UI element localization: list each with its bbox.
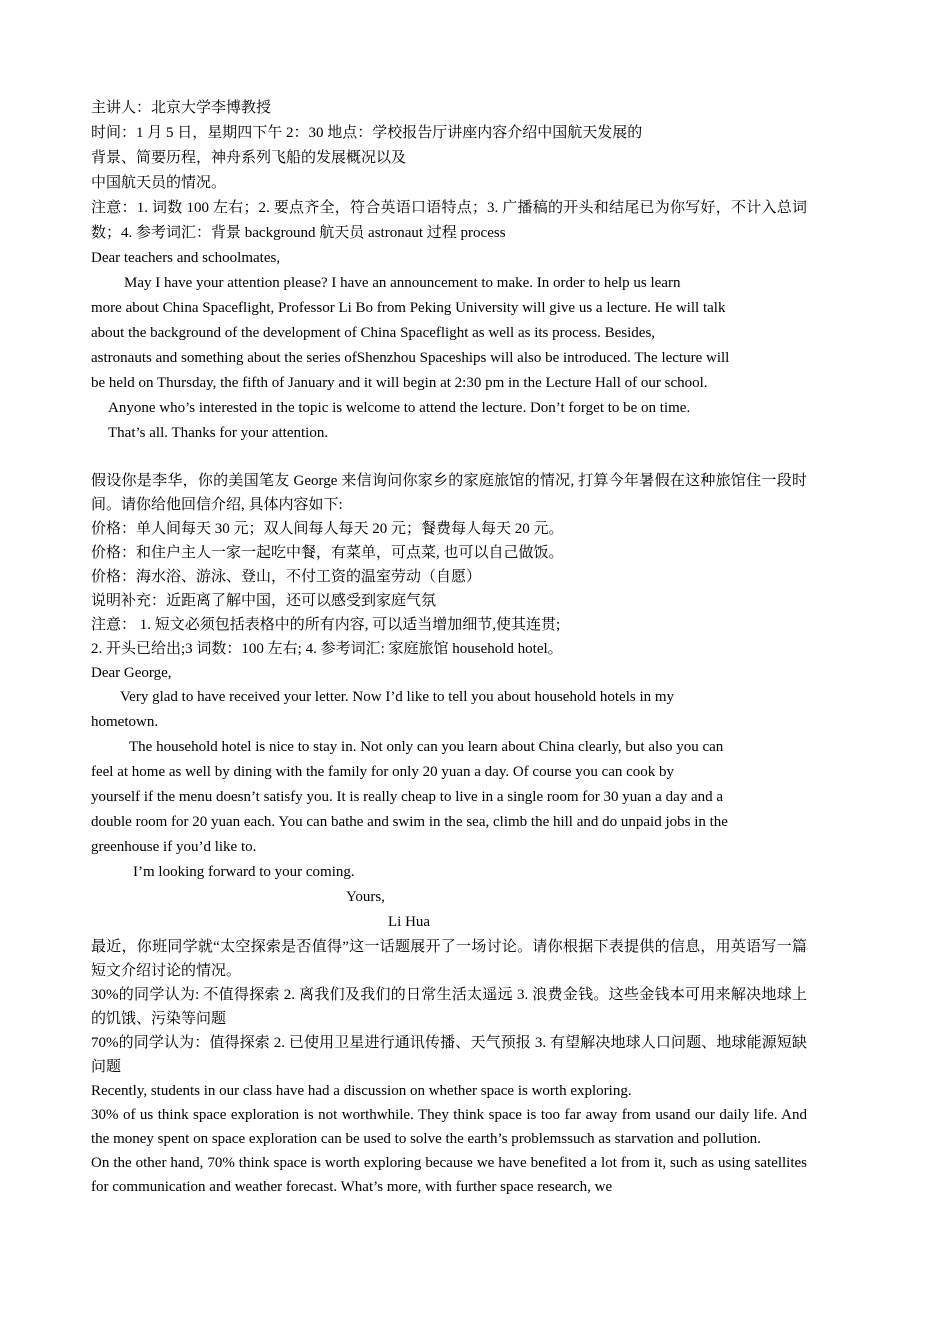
sign-off: Yours, [346, 889, 385, 905]
letter-line: hometown. [91, 714, 159, 730]
letter-line: I’m looking forward to your coming. [133, 864, 355, 880]
body-line: astronauts and something about the series ofShenzhou Spaceships will also be introduced. The lecture will [91, 350, 730, 366]
space-prompt: 最近，你班同学就“太空探索是否值得”这一话题展开了一场讨论。请你根据下表提供的信息，用英语写一篇短文介绍讨论的情况。 [91, 939, 807, 979]
section-gap [91, 446, 807, 469]
note-line: 2. 开头已给出;3 词数：100 左右; 4. 参考词汇: 家庭旅馆 household hotel。 [91, 641, 563, 657]
closing-line: Anyone who’s interested in the topic is welcome to attend the lecture. Don’t forget to be on time. [108, 400, 691, 416]
letter-line: feel at home as well by dining with the family for only 20 yuan a day. Of course you can cook by [91, 764, 675, 780]
price-line: 价格：海水浴、游泳、登山，不付工资的温室劳动（自愿） [91, 569, 482, 585]
salutation: Dear George, [91, 665, 172, 681]
view-30-percent: 30%的同学认为: 不值得探索 2. 离我们及我们的日常生活太遥远 3. 浪费金钱。这些金钱本可用来解决地球上的饥饿、污染等问题 [91, 987, 807, 1027]
essay-paragraph: 30% of us think space exploration is not worthwhile. They think space is too far away from usand our daily life. And the money spent on space exploration can be used to solve the earth’s problemssuch as starvation and pollution. [91, 1107, 807, 1147]
price-line: 价格：和住户主人一家一起吃中餐，有菜单，可点菜, 也可以自己做饭。 [91, 545, 564, 561]
supplement-line: 说明补充：近距离了解中国，还可以感受到家庭气氛 [91, 593, 437, 609]
content-line: 背景、简要历程，神舟系列飞船的发展概况以及 [91, 150, 407, 166]
content-line: 中国航天员的情况。 [91, 175, 227, 191]
body-line: more about China Spaceflight, Professor Li Bo from Peking University will give us a lecture. He will talk [91, 300, 726, 316]
letter-line: The household hotel is nice to stay in. Not only can you learn about China clearly, but also you can [129, 739, 724, 755]
speaker-line: 主讲人：北京大学李博教授 [91, 100, 272, 116]
letter-line: yourself if the menu doesn’t satisfy you. It is really cheap to live in a single room for 30 yuan a day and a [91, 789, 724, 805]
essay-line: Recently, students in our class have had a discussion on whether space is worth exploring. [91, 1083, 632, 1099]
letter-line: double room for 20 yuan each. You can bathe and swim in the sea, climb the hill and do unpaid jobs in the [91, 814, 728, 830]
letter-line: Very glad to have received your letter. Now I’d like to tell you about household hotels in my [120, 689, 675, 705]
salutation: Dear teachers and schoolmates, [91, 250, 281, 266]
hotel-prompt: 假设你是李华，你的美国笔友 George 来信询问你家乡的家庭旅馆的情况, 打算今年暑假在这种旅馆住一段时间。请你给他回信介绍, 具体内容如下: [91, 473, 807, 513]
document-page [91, 96, 807, 1199]
signature: Li Hua [388, 914, 431, 930]
hotel-prompt-block [91, 469, 807, 685]
closing-line: That’s all. Thanks for your attention. [108, 425, 329, 441]
space-block [91, 935, 807, 1199]
essay-paragraph: On the other hand, 70% think space is worth exploring because we have benefited a lot from it, such as using satellites for communication and weather forecast. What’s more, with further space research, we [91, 1155, 807, 1195]
letter-line: greenhouse if you’d like to. [91, 839, 257, 855]
body-line: be held on Thursday, the fifth of January and it will begin at 2:30 pm in the Lecture Hall of our school. [91, 375, 708, 391]
body-line: about the background of the development of China Spaceflight as well as its process. Besides, [91, 325, 656, 341]
time-line: 时间：1 月 5 日，星期四下午 2：30 地点：学校报告厅讲座内容介绍中国航天发展的 [91, 125, 643, 141]
view-70-percent: 70%的同学认为：值得探索 2. 已使用卫星进行通讯传播、天气预报 3. 有望解决地球人口问题、地球能源短缺问题 [91, 1035, 807, 1075]
price-line: 价格：单人间每天 30 元；双人间每人每天 20 元；餐费每人每天 20 元。 [91, 521, 564, 537]
note-line: 注意： 1. 短文必须包括表格中的所有内容, 可以适当增加细节,使其连贯; [91, 617, 561, 633]
task-note: 注意：1. 词数 100 左右；2. 要点齐全，符合英语口语特点；3. 广播稿的开头和结尾已为你写好，不计入总词数；4. 参考词汇：背景 background 航天员 astronaut 过程 process [91, 200, 807, 241]
body-line: May I have your attention please? I have an announcement to make. In order to help us learn [124, 275, 681, 291]
